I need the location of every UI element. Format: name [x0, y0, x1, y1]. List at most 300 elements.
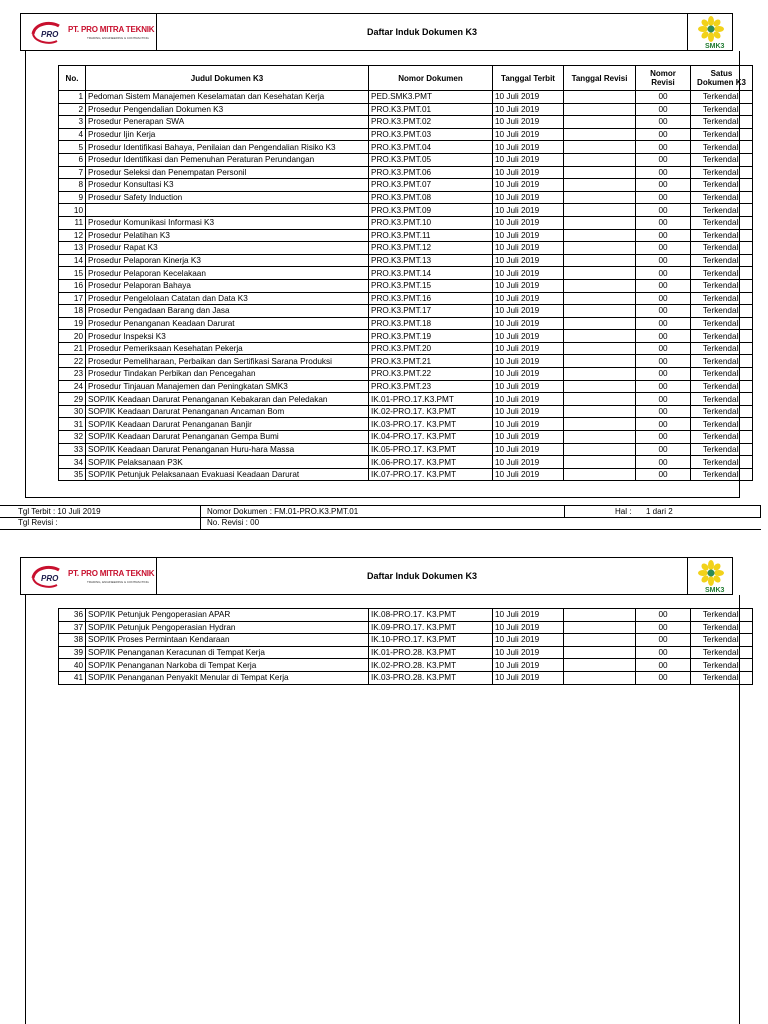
table-row [59, 609, 753, 622]
cell-status: Terkendali [691, 431, 753, 444]
cell-tanggal-terbit: 10 Juli 2019 [493, 191, 564, 204]
cell-nomor-revisi: 00 [636, 191, 691, 204]
cell-status: Terkendali [691, 456, 753, 469]
cell-no: 21 [59, 342, 86, 355]
cell-nomor-revisi: 00 [636, 267, 691, 280]
cell-tanggal-revisi [564, 646, 636, 659]
cell-status: Terkendali [691, 279, 753, 292]
cell-tanggal-revisi [564, 380, 636, 393]
table-row [59, 405, 753, 418]
cell-tanggal-revisi [564, 292, 636, 305]
table-row [59, 216, 753, 229]
cell-tanggal-terbit: 10 Juli 2019 [493, 621, 564, 634]
table-row [59, 468, 753, 481]
table-row [59, 431, 753, 444]
table-row [59, 317, 753, 330]
cell-tanggal-revisi [564, 166, 636, 179]
page-footer [0, 505, 761, 530]
cell-tanggal-revisi [564, 153, 636, 166]
cell-no: 31 [59, 418, 86, 431]
cell-no: 9 [59, 191, 86, 204]
table-row [59, 141, 753, 154]
cell-nomor-dokumen: IK.08-PRO.17. K3.PMT [369, 609, 493, 622]
footer-tgl-revisi: Tgl Revisi : [18, 518, 58, 527]
cell-status: Terkendali [691, 204, 753, 217]
cell-tanggal-terbit: 10 Juli 2019 [493, 431, 564, 444]
cell-status: Terkendali [691, 153, 753, 166]
cell-tanggal-revisi [564, 279, 636, 292]
cell-nomor-dokumen: PRO.K3.PMT.12 [369, 242, 493, 255]
cell-nomor-revisi: 00 [636, 254, 691, 267]
cell-tanggal-revisi [564, 229, 636, 242]
cell-nomor-dokumen: PRO.K3.PMT.05 [369, 153, 493, 166]
cell-tanggal-terbit: 10 Juli 2019 [493, 609, 564, 622]
cell-no: 1 [59, 91, 86, 104]
document-title: Daftar Induk Dokumen K3 [366, 571, 478, 581]
cell-tanggal-revisi [564, 305, 636, 318]
cell-nomor-dokumen: IK.01-PRO.28. K3.PMT [369, 646, 493, 659]
cell-nomor-dokumen: IK.03-PRO.28. K3.PMT [369, 671, 493, 684]
table-row [59, 204, 753, 217]
cell-nomor-revisi: 00 [636, 229, 691, 242]
cell-judul: Prosedur Identifikasi dan Pemenuhan Peraturan Perundangan [86, 153, 369, 166]
smk3-logo-cell [687, 558, 732, 594]
company-name: PT. PRO MITRA TEKNIK [68, 569, 155, 578]
company-logo-cell [21, 14, 157, 50]
cell-status: Terkendali [691, 229, 753, 242]
table-row [59, 671, 753, 684]
cell-tanggal-revisi [564, 141, 636, 154]
cell-status: Terkendali [691, 443, 753, 456]
table-row [59, 254, 753, 267]
cell-no: 24 [59, 380, 86, 393]
cell-no: 18 [59, 305, 86, 318]
cell-tanggal-terbit: 10 Juli 2019 [493, 254, 564, 267]
cell-tanggal-terbit: 10 Juli 2019 [493, 305, 564, 318]
cell-judul: Prosedur Pengendalian Dokumen K3 [86, 103, 369, 116]
cell-judul: Prosedur Rapat K3 [86, 242, 369, 255]
cell-no: 40 [59, 659, 86, 672]
cell-no: 3 [59, 116, 86, 129]
cell-nomor-revisi: 00 [636, 292, 691, 305]
cell-no: 35 [59, 468, 86, 481]
cell-nomor-revisi: 00 [636, 330, 691, 343]
cell-no: 39 [59, 646, 86, 659]
cell-no: 41 [59, 671, 86, 684]
table-row [59, 646, 753, 659]
cell-judul: SOP/IK Pelaksanaan P3K [86, 456, 369, 469]
footer-hal-value: 1 dari 2 [646, 507, 673, 516]
cell-judul: SOP/IK Penanganan Narkoba di Tempat Kerja [86, 659, 369, 672]
footer-nomor-dokumen: Nomor Dokumen : FM.01-PRO.K3.PMT.01 [200, 506, 564, 518]
cell-tanggal-revisi [564, 621, 636, 634]
cell-nomor-dokumen: PRO.K3.PMT.18 [369, 317, 493, 330]
cell-judul: Prosedur Tinjauan Manajemen dan Peningkatan SMK3 [86, 380, 369, 393]
cell-tanggal-terbit: 10 Juli 2019 [493, 443, 564, 456]
cell-nomor-revisi: 00 [636, 671, 691, 684]
cell-status: Terkendali [691, 621, 753, 634]
table-row [59, 242, 753, 255]
col-header-no: No. [59, 66, 86, 91]
cell-no: 32 [59, 431, 86, 444]
cell-judul: Prosedur Tindakan Perbikan dan Pencegahan [86, 368, 369, 381]
cell-judul: SOP/IK Petunjuk Pelaksanaan Evakuasi Keadaan Darurat [86, 468, 369, 481]
cell-nomor-revisi: 00 [636, 179, 691, 192]
col-header-judul: Judul Dokumen K3 [86, 66, 369, 91]
cell-status: Terkendali [691, 659, 753, 672]
cell-no: 17 [59, 292, 86, 305]
cell-tanggal-revisi [564, 204, 636, 217]
smk3-logo-cell [687, 14, 732, 50]
cell-tanggal-terbit: 10 Juli 2019 [493, 216, 564, 229]
cell-tanggal-terbit: 10 Juli 2019 [493, 267, 564, 280]
cell-nomor-dokumen: IK.02-PRO.28. K3.PMT [369, 659, 493, 672]
cell-nomor-revisi: 00 [636, 393, 691, 406]
cell-tanggal-revisi [564, 254, 636, 267]
company-logo-cell [21, 558, 157, 594]
cell-tanggal-terbit: 10 Juli 2019 [493, 166, 564, 179]
table-row [59, 634, 753, 647]
cell-nomor-dokumen: IK.05-PRO.17. K3.PMT [369, 443, 493, 456]
cell-nomor-revisi: 00 [636, 659, 691, 672]
cell-tanggal-terbit: 10 Juli 2019 [493, 292, 564, 305]
cell-status: Terkendali [691, 116, 753, 129]
cell-status: Terkendali [691, 342, 753, 355]
cell-judul: Prosedur Penerapan SWA [86, 116, 369, 129]
cell-status: Terkendali [691, 103, 753, 116]
cell-no: 38 [59, 634, 86, 647]
cell-nomor-revisi: 00 [636, 279, 691, 292]
footer-no-revisi: No. Revisi : 00 [200, 517, 564, 529]
company-name: PT. PRO MITRA TEKNIK [68, 25, 155, 34]
cell-status: Terkendali [691, 368, 753, 381]
cell-nomor-dokumen: PRO.K3.PMT.01 [369, 103, 493, 116]
cell-nomor-revisi: 00 [636, 609, 691, 622]
table-row [59, 153, 753, 166]
cell-tanggal-terbit: 10 Juli 2019 [493, 229, 564, 242]
cell-tanggal-terbit: 10 Juli 2019 [493, 342, 564, 355]
table-row [59, 116, 753, 129]
cell-judul: SOP/IK Keadaan Darurat Penanganan Kebakaran dan Peledakan [86, 393, 369, 406]
table-row [59, 267, 753, 280]
cell-no: 33 [59, 443, 86, 456]
cell-status: Terkendali [691, 634, 753, 647]
cell-judul: Prosedur Ijin Kerja [86, 128, 369, 141]
table-row [59, 191, 753, 204]
cell-nomor-revisi: 00 [636, 380, 691, 393]
cell-nomor-revisi: 00 [636, 418, 691, 431]
table-row [59, 330, 753, 343]
table-row [59, 179, 753, 192]
cell-nomor-revisi: 00 [636, 242, 691, 255]
cell-no: 2 [59, 103, 86, 116]
cell-no: 20 [59, 330, 86, 343]
cell-status: Terkendali [691, 191, 753, 204]
cell-nomor-revisi: 00 [636, 103, 691, 116]
cell-tanggal-terbit: 10 Juli 2019 [493, 179, 564, 192]
cell-nomor-revisi: 00 [636, 646, 691, 659]
page2-header [20, 557, 733, 595]
cell-status: Terkendali [691, 418, 753, 431]
cell-tanggal-terbit: 10 Juli 2019 [493, 355, 564, 368]
cell-nomor-dokumen: PRO.K3.PMT.15 [369, 279, 493, 292]
cell-tanggal-terbit: 10 Juli 2019 [493, 659, 564, 672]
cell-tanggal-revisi [564, 659, 636, 672]
table-row [59, 443, 753, 456]
table-row [59, 393, 753, 406]
cell-nomor-dokumen: PRO.K3.PMT.07 [369, 179, 493, 192]
cell-judul: Prosedur Pemeliharaan, Perbaikan dan Sertifikasi Sarana Produksi [86, 355, 369, 368]
cell-nomor-dokumen: PRO.K3.PMT.23 [369, 380, 493, 393]
table-row [59, 342, 753, 355]
cell-no: 4 [59, 128, 86, 141]
cell-tanggal-terbit: 10 Juli 2019 [493, 368, 564, 381]
table-row [59, 91, 753, 104]
cell-nomor-revisi: 00 [636, 468, 691, 481]
footer-tgl-terbit: Tgl Terbit : 10 Juli 2019 [18, 507, 101, 516]
cell-status: Terkendali [691, 267, 753, 280]
logo-text: PRO [41, 30, 59, 39]
cell-no: 16 [59, 279, 86, 292]
document-table-page2 [58, 608, 753, 685]
cell-no: 8 [59, 179, 86, 192]
table-row [59, 279, 753, 292]
cell-nomor-dokumen: PRO.K3.PMT.21 [369, 355, 493, 368]
cell-nomor-dokumen: IK.10-PRO.17. K3.PMT [369, 634, 493, 647]
cell-nomor-dokumen: PRO.K3.PMT.14 [369, 267, 493, 280]
cell-nomor-revisi: 00 [636, 355, 691, 368]
cell-status: Terkendali [691, 91, 753, 104]
table-row [59, 621, 753, 634]
cell-judul: SOP/IK Keadaan Darurat Penanganan Gempa Bumi [86, 431, 369, 444]
cell-tanggal-revisi [564, 242, 636, 255]
col-header-tanggal-revisi: Tanggal Revisi [564, 66, 636, 91]
cell-judul: Prosedur Pengelolaan Catatan dan Data K3 [86, 292, 369, 305]
cell-nomor-revisi: 00 [636, 621, 691, 634]
table-row [59, 305, 753, 318]
cell-tanggal-revisi [564, 456, 636, 469]
cell-nomor-revisi: 00 [636, 342, 691, 355]
cell-status: Terkendali [691, 216, 753, 229]
cell-judul: SOP/IK Penanganan Penyakit Menular di Tempat Kerja [86, 671, 369, 684]
cell-judul: SOP/IK Penanganan Keracunan di Tempat Kerja [86, 646, 369, 659]
cell-status: Terkendali [691, 254, 753, 267]
cell-tanggal-terbit: 10 Juli 2019 [493, 141, 564, 154]
cell-tanggal-revisi [564, 443, 636, 456]
cell-no: 11 [59, 216, 86, 229]
cell-tanggal-terbit: 10 Juli 2019 [493, 242, 564, 255]
cell-nomor-dokumen: IK.04-PRO.17. K3.PMT [369, 431, 493, 444]
cell-nomor-revisi: 00 [636, 204, 691, 217]
cell-judul: Prosedur Pelaporan Kecelakaan [86, 267, 369, 280]
cell-nomor-dokumen: PRO.K3.PMT.11 [369, 229, 493, 242]
cell-nomor-dokumen: IK.03-PRO.17. K3.PMT [369, 418, 493, 431]
cell-no: 30 [59, 405, 86, 418]
cell-judul: Prosedur Pelaporan Kinerja K3 [86, 254, 369, 267]
cell-nomor-dokumen: PRO.K3.PMT.02 [369, 116, 493, 129]
cell-nomor-dokumen: PRO.K3.PMT.03 [369, 128, 493, 141]
cell-no: 19 [59, 317, 86, 330]
cell-judul: Prosedur Konsultasi K3 [86, 179, 369, 192]
cell-tanggal-revisi [564, 368, 636, 381]
col-header-nomor-revisi: Nomor Revisi [636, 66, 691, 91]
cell-tanggal-terbit: 10 Juli 2019 [493, 418, 564, 431]
table-row [59, 128, 753, 141]
cell-no: 22 [59, 355, 86, 368]
cell-tanggal-terbit: 10 Juli 2019 [493, 116, 564, 129]
cell-judul: Prosedur Penanganan Keadaan Darurat [86, 317, 369, 330]
cell-status: Terkendali [691, 355, 753, 368]
cell-judul: Pedoman Sistem Manajemen Keselamatan dan Kesehatan Kerja [86, 91, 369, 104]
cell-tanggal-terbit: 10 Juli 2019 [493, 91, 564, 104]
cell-judul: SOP/IK Petunjuk Pengoperasian Hydran [86, 621, 369, 634]
cell-status: Terkendali [691, 405, 753, 418]
cell-tanggal-revisi [564, 393, 636, 406]
cell-tanggal-revisi [564, 91, 636, 104]
company-tagline: TRADING, ENGINEERING & CONTRACTING [87, 580, 149, 584]
cell-nomor-revisi: 00 [636, 166, 691, 179]
cell-status: Terkendali [691, 317, 753, 330]
cell-status: Terkendali [691, 609, 753, 622]
cell-nomor-dokumen: PRO.K3.PMT.19 [369, 330, 493, 343]
cell-no: 12 [59, 229, 86, 242]
footer-hal-label: Hal : [564, 506, 642, 518]
cell-no: 37 [59, 621, 86, 634]
cell-tanggal-terbit: 10 Juli 2019 [493, 405, 564, 418]
table-row [59, 380, 753, 393]
table-row [59, 103, 753, 116]
cell-tanggal-terbit: 10 Juli 2019 [493, 279, 564, 292]
cell-nomor-dokumen: IK.06-PRO.17. K3.PMT [369, 456, 493, 469]
cell-nomor-revisi: 00 [636, 116, 691, 129]
cell-status: Terkendali [691, 166, 753, 179]
cell-nomor-revisi: 00 [636, 305, 691, 318]
cell-nomor-dokumen: PRO.K3.PMT.20 [369, 342, 493, 355]
cell-nomor-revisi: 00 [636, 91, 691, 104]
cell-status: Terkendali [691, 242, 753, 255]
smk3-flower-icon [694, 15, 728, 49]
cell-nomor-dokumen: IK.01-PRO.17.K3.PMT [369, 393, 493, 406]
cell-tanggal-revisi [564, 418, 636, 431]
cell-no: 15 [59, 267, 86, 280]
cell-status: Terkendali [691, 179, 753, 192]
table-row [59, 229, 753, 242]
cell-tanggal-terbit: 10 Juli 2019 [493, 393, 564, 406]
table-row [59, 456, 753, 469]
cell-judul: SOP/IK Proses Permintaan Kendaraan [86, 634, 369, 647]
cell-tanggal-terbit: 10 Juli 2019 [493, 204, 564, 217]
cell-tanggal-revisi [564, 468, 636, 481]
cell-judul: Prosedur Pemeriksaan Kesehatan Pekerja [86, 342, 369, 355]
cell-nomor-revisi: 00 [636, 405, 691, 418]
cell-no: 5 [59, 141, 86, 154]
cell-no: 14 [59, 254, 86, 267]
cell-judul: SOP/IK Petunjuk Pengoperasian APAR [86, 609, 369, 622]
cell-status: Terkendali [691, 330, 753, 343]
cell-tanggal-terbit: 10 Juli 2019 [493, 646, 564, 659]
cell-status: Terkendali [691, 292, 753, 305]
cell-judul: Prosedur Inspeksi K3 [86, 330, 369, 343]
cell-judul: SOP/IK Keadaan Darurat Penanganan Banjir [86, 418, 369, 431]
cell-judul: SOP/IK Keadaan Darurat Penanganan Ancaman Bom [86, 405, 369, 418]
cell-tanggal-revisi [564, 405, 636, 418]
cell-no: 6 [59, 153, 86, 166]
cell-tanggal-terbit: 10 Juli 2019 [493, 671, 564, 684]
cell-tanggal-revisi [564, 634, 636, 647]
col-header-tanggal-terbit: Tanggal Terbit [493, 66, 564, 91]
table-row [59, 166, 753, 179]
cell-no: 29 [59, 393, 86, 406]
cell-nomor-dokumen: PRO.K3.PMT.08 [369, 191, 493, 204]
cell-nomor-revisi: 00 [636, 368, 691, 381]
cell-nomor-dokumen: IK.07-PRO.17. K3.PMT [369, 468, 493, 481]
smk3-flower-icon [694, 559, 728, 593]
document-table-page1 [58, 65, 753, 481]
cell-tanggal-revisi [564, 103, 636, 116]
cell-nomor-revisi: 00 [636, 443, 691, 456]
company-tagline: TRADING, ENGINEERING & CONTRACTING [87, 36, 149, 40]
cell-tanggal-terbit: 10 Juli 2019 [493, 128, 564, 141]
cell-tanggal-terbit: 10 Juli 2019 [493, 634, 564, 647]
cell-nomor-revisi: 00 [636, 141, 691, 154]
cell-judul [86, 204, 369, 217]
cell-nomor-revisi: 00 [636, 317, 691, 330]
col-header-nomor-dokumen: Nomor Dokumen [369, 66, 493, 91]
cell-tanggal-revisi [564, 609, 636, 622]
document-title: Daftar Induk Dokumen K3 [366, 27, 478, 37]
cell-judul: Prosedur Pelaporan Bahaya [86, 279, 369, 292]
cell-tanggal-terbit: 10 Juli 2019 [493, 330, 564, 343]
table-row [59, 355, 753, 368]
cell-no: 13 [59, 242, 86, 255]
cell-nomor-revisi: 00 [636, 153, 691, 166]
cell-tanggal-revisi [564, 342, 636, 355]
cell-tanggal-revisi [564, 116, 636, 129]
cell-nomor-dokumen: PRO.K3.PMT.17 [369, 305, 493, 318]
cell-nomor-dokumen: PRO.K3.PMT.16 [369, 292, 493, 305]
cell-judul: Prosedur Pengadaan Barang dan Jasa [86, 305, 369, 318]
cell-status: Terkendali [691, 468, 753, 481]
table-header-row [59, 66, 753, 91]
cell-nomor-dokumen: PRO.K3.PMT.13 [369, 254, 493, 267]
cell-no: 7 [59, 166, 86, 179]
cell-tanggal-terbit: 10 Juli 2019 [493, 380, 564, 393]
cell-nomor-dokumen: PRO.K3.PMT.06 [369, 166, 493, 179]
cell-status: Terkendali [691, 671, 753, 684]
smk3-logo-text: SMK3 [705, 43, 725, 49]
cell-status: Terkendali [691, 393, 753, 406]
cell-judul: Prosedur Komunikasi Informasi K3 [86, 216, 369, 229]
cell-tanggal-revisi [564, 267, 636, 280]
cell-judul: Prosedur Seleksi dan Penempatan Personil [86, 166, 369, 179]
cell-nomor-revisi: 00 [636, 431, 691, 444]
page1-header [20, 13, 733, 51]
table-row [59, 368, 753, 381]
logo-text: PRO [41, 574, 59, 583]
cell-tanggal-terbit: 10 Juli 2019 [493, 103, 564, 116]
table-row [59, 659, 753, 672]
cell-tanggal-revisi [564, 128, 636, 141]
cell-tanggal-revisi [564, 179, 636, 192]
cell-tanggal-revisi [564, 671, 636, 684]
cell-status: Terkendali [691, 380, 753, 393]
cell-judul: Prosedur Pelatihan K3 [86, 229, 369, 242]
cell-status: Terkendali [691, 305, 753, 318]
cell-nomor-revisi: 00 [636, 634, 691, 647]
cell-tanggal-revisi [564, 191, 636, 204]
smk3-logo-text: SMK3 [705, 587, 725, 593]
cell-no: 10 [59, 204, 86, 217]
